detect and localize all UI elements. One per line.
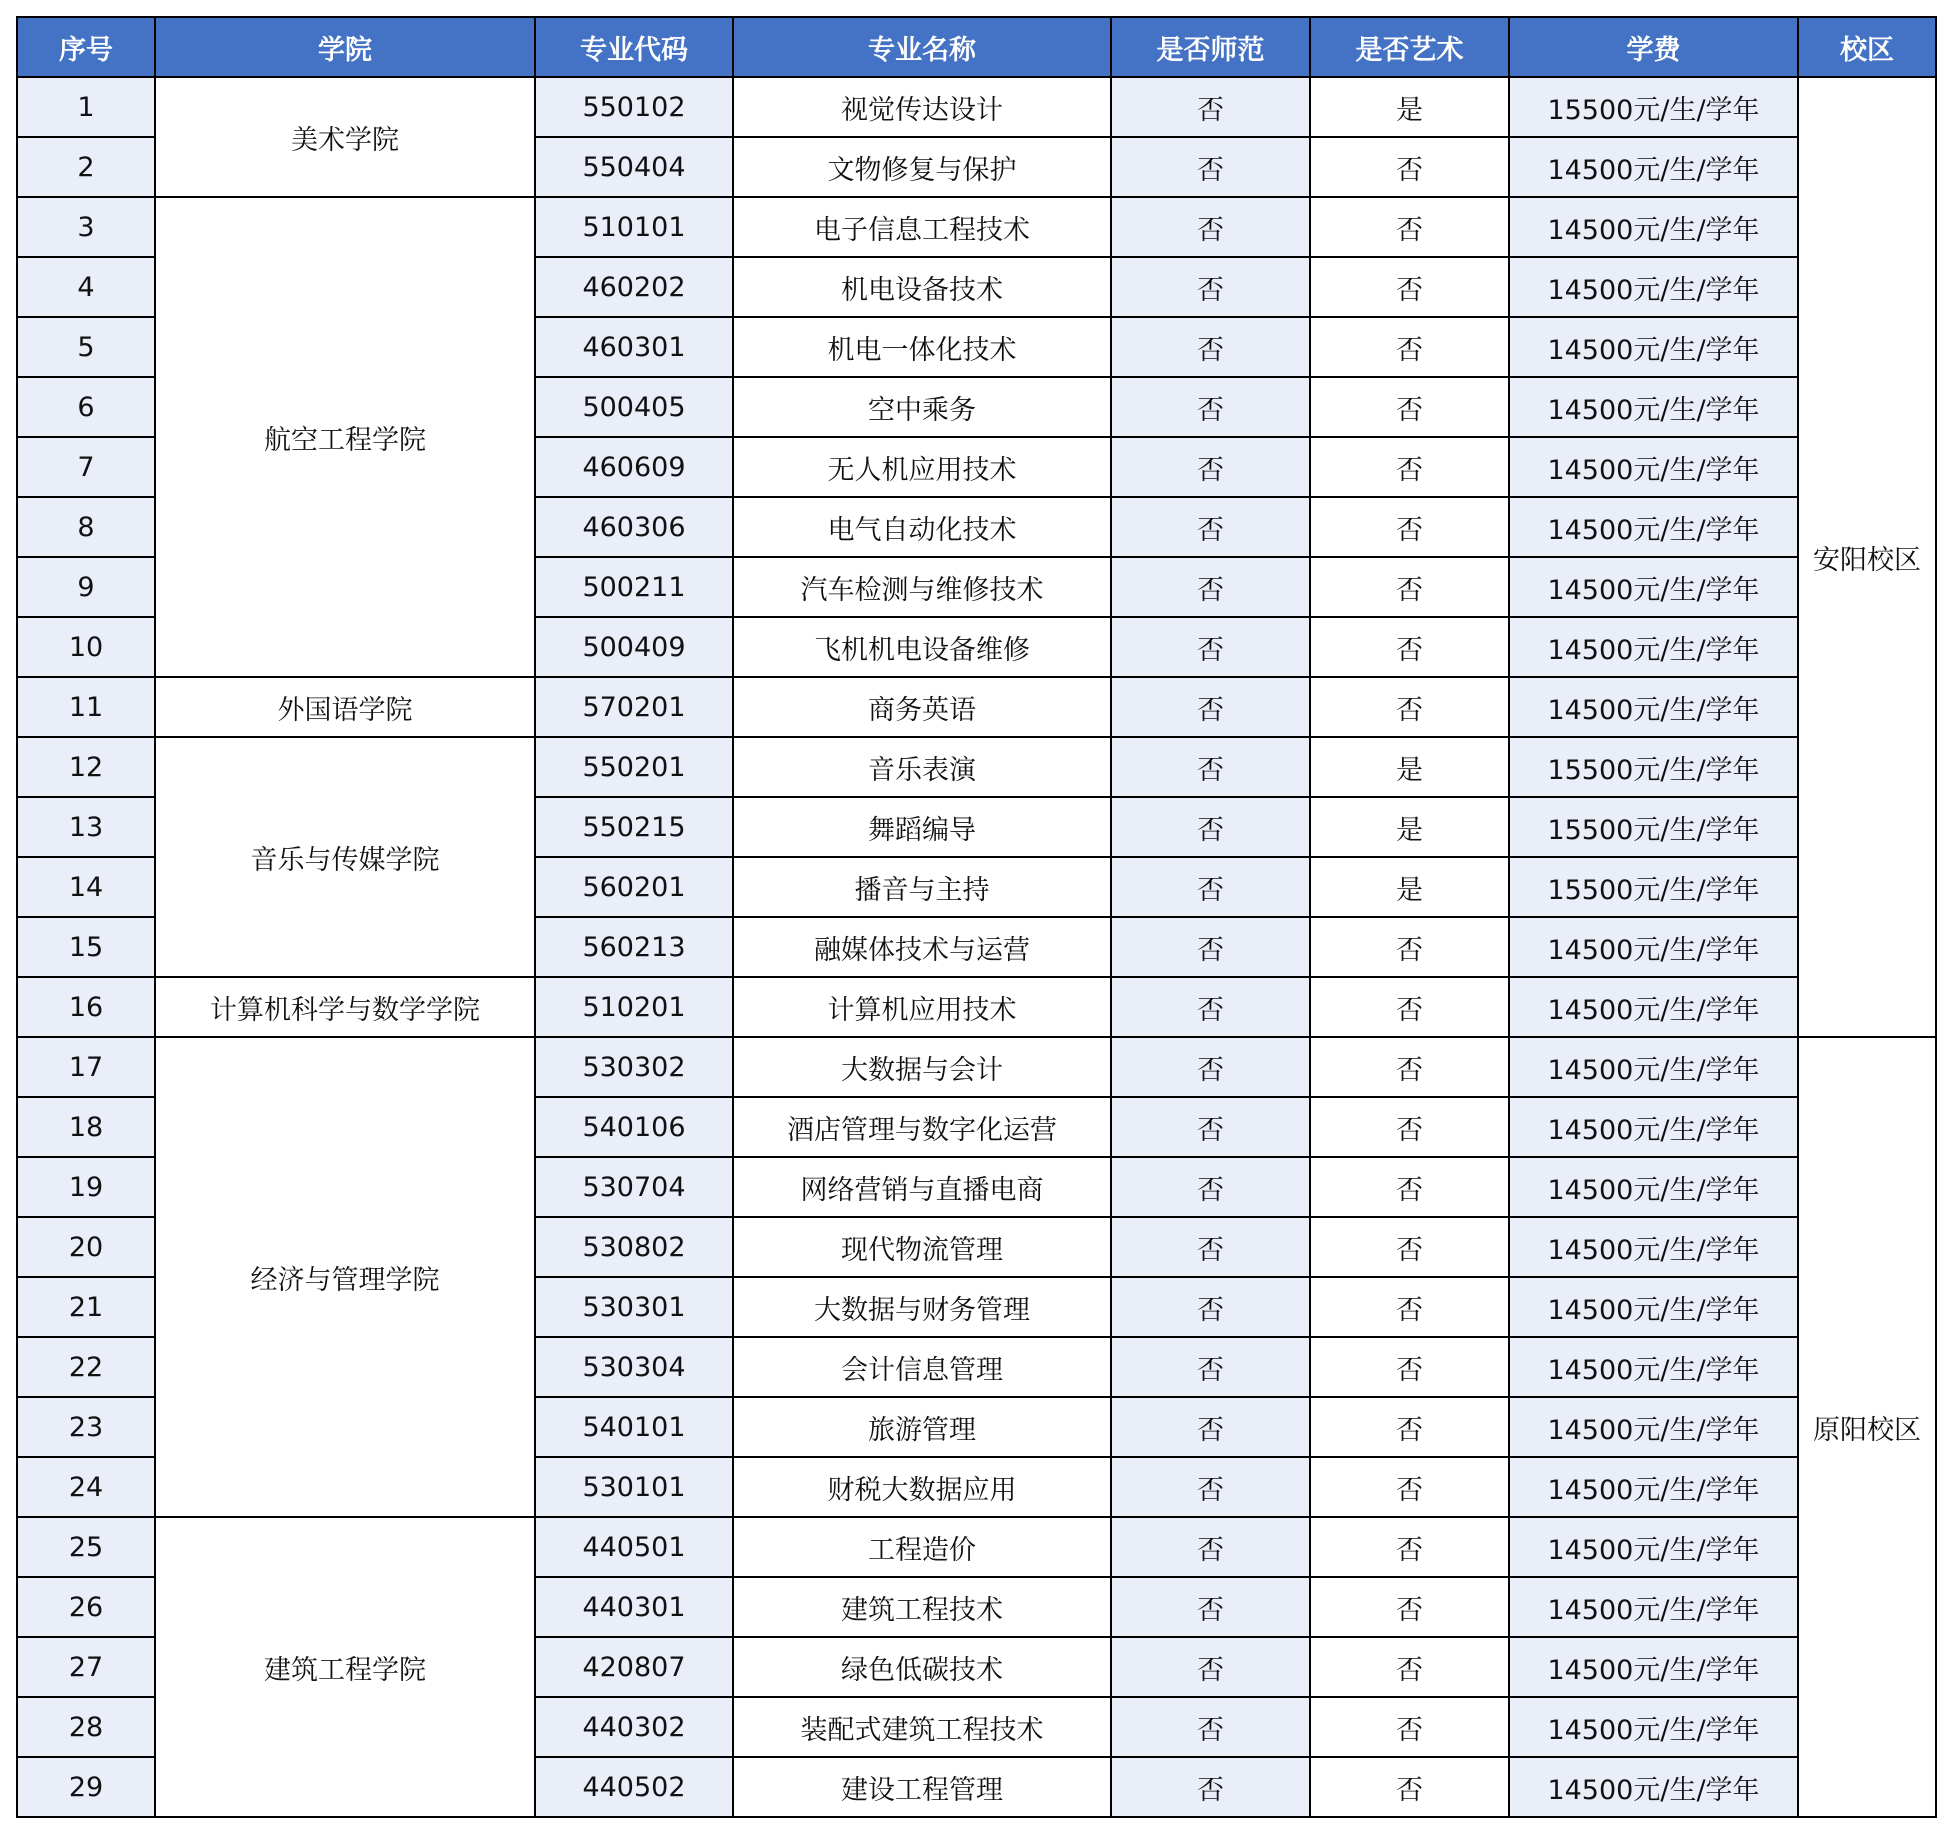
college-cell: 建筑工程学院 [155,1517,535,1817]
row-index: 19 [17,1157,155,1217]
is-normal: 否 [1111,677,1310,737]
is-normal: 否 [1111,137,1310,197]
row-index: 4 [17,257,155,317]
major-code: 440301 [535,1577,733,1637]
is-art: 否 [1310,917,1509,977]
row-index: 6 [17,377,155,437]
tuition: 14500元/生/学年 [1509,1037,1798,1097]
major-code: 530301 [535,1277,733,1337]
is-art: 否 [1310,197,1509,257]
is-art: 否 [1310,317,1509,377]
major-name: 飞机机电设备维修 [733,617,1111,677]
is-normal: 否 [1111,617,1310,677]
campus-cell: 原阳校区 [1798,1037,1936,1817]
tuition: 14500元/生/学年 [1509,557,1798,617]
major-name: 文物修复与保护 [733,137,1111,197]
major-code: 540106 [535,1097,733,1157]
major-code: 500405 [535,377,733,437]
major-name: 财税大数据应用 [733,1457,1111,1517]
is-normal: 否 [1111,737,1310,797]
is-normal: 否 [1111,1637,1310,1697]
row-index: 7 [17,437,155,497]
is-art: 否 [1310,677,1509,737]
major-name: 电气自动化技术 [733,497,1111,557]
major-tuition-table [16,16,1937,1818]
major-name: 空中乘务 [733,377,1111,437]
row-index: 5 [17,317,155,377]
is-normal: 否 [1111,557,1310,617]
is-normal: 否 [1111,1277,1310,1337]
major-name: 舞蹈编导 [733,797,1111,857]
tuition: 14500元/生/学年 [1509,377,1798,437]
row-index: 12 [17,737,155,797]
row-index: 10 [17,617,155,677]
is-normal: 否 [1111,1577,1310,1637]
is-normal: 否 [1111,1457,1310,1517]
row-index: 3 [17,197,155,257]
major-name: 融媒体技术与运营 [733,917,1111,977]
tuition: 14500元/生/学年 [1509,1757,1798,1817]
major-code: 500409 [535,617,733,677]
major-code: 550102 [535,77,733,137]
tuition: 14500元/生/学年 [1509,1457,1798,1517]
is-art: 否 [1310,1277,1509,1337]
college-cell: 计算机科学与数学学院 [155,977,535,1037]
is-normal: 否 [1111,1157,1310,1217]
tuition: 14500元/生/学年 [1509,197,1798,257]
major-name: 大数据与财务管理 [733,1277,1111,1337]
is-normal: 否 [1111,377,1310,437]
tuition: 14500元/生/学年 [1509,1337,1798,1397]
is-art: 否 [1310,1217,1509,1277]
major-code: 460301 [535,317,733,377]
major-code: 570201 [535,677,733,737]
tuition: 14500元/生/学年 [1509,677,1798,737]
tuition: 15500元/生/学年 [1509,737,1798,797]
major-code: 440501 [535,1517,733,1577]
is-normal: 否 [1111,1757,1310,1817]
row-index: 9 [17,557,155,617]
tuition: 14500元/生/学年 [1509,977,1798,1037]
major-name: 工程造价 [733,1517,1111,1577]
major-code: 460202 [535,257,733,317]
header-is-art: 是否艺术 [1310,17,1509,77]
major-name: 网络营销与直播电商 [733,1157,1111,1217]
is-art: 否 [1310,1697,1509,1757]
row-index: 28 [17,1697,155,1757]
tuition: 14500元/生/学年 [1509,1637,1798,1697]
major-code: 440502 [535,1757,733,1817]
table-row [17,977,1936,1037]
is-normal: 否 [1111,1337,1310,1397]
is-normal: 否 [1111,437,1310,497]
major-name: 旅游管理 [733,1397,1111,1457]
is-art: 否 [1310,1157,1509,1217]
major-name: 商务英语 [733,677,1111,737]
tuition: 14500元/生/学年 [1509,1157,1798,1217]
is-art: 否 [1310,257,1509,317]
row-index: 13 [17,797,155,857]
row-index: 15 [17,917,155,977]
tuition: 14500元/生/学年 [1509,1517,1798,1577]
is-art: 否 [1310,1757,1509,1817]
is-normal: 否 [1111,257,1310,317]
is-normal: 否 [1111,797,1310,857]
is-normal: 否 [1111,497,1310,557]
major-code: 560213 [535,917,733,977]
is-art: 否 [1310,1637,1509,1697]
tuition: 14500元/生/学年 [1509,257,1798,317]
major-code: 530802 [535,1217,733,1277]
major-code: 510201 [535,977,733,1037]
major-code: 530704 [535,1157,733,1217]
tuition: 14500元/生/学年 [1509,917,1798,977]
is-art: 是 [1310,857,1509,917]
college-cell: 外国语学院 [155,677,535,737]
major-name: 装配式建筑工程技术 [733,1697,1111,1757]
major-name: 建筑工程技术 [733,1577,1111,1637]
tuition: 15500元/生/学年 [1509,77,1798,137]
row-index: 8 [17,497,155,557]
row-index: 11 [17,677,155,737]
is-normal: 否 [1111,1697,1310,1757]
major-code: 550215 [535,797,733,857]
is-art: 否 [1310,137,1509,197]
tuition: 14500元/生/学年 [1509,1397,1798,1457]
tuition: 14500元/生/学年 [1509,1217,1798,1277]
major-code: 530101 [535,1457,733,1517]
table-row [17,1037,1936,1097]
is-art: 否 [1310,617,1509,677]
row-index: 27 [17,1637,155,1697]
is-art: 否 [1310,1097,1509,1157]
header-tuition: 学费 [1509,17,1798,77]
is-art: 否 [1310,1337,1509,1397]
table-header-row [17,17,1936,77]
tuition: 14500元/生/学年 [1509,1697,1798,1757]
college-cell: 经济与管理学院 [155,1037,535,1517]
college-cell: 音乐与传媒学院 [155,737,535,977]
is-art: 是 [1310,797,1509,857]
is-art: 否 [1310,1577,1509,1637]
major-code: 550201 [535,737,733,797]
row-index: 2 [17,137,155,197]
is-normal: 否 [1111,917,1310,977]
row-index: 21 [17,1277,155,1337]
tuition: 14500元/生/学年 [1509,1097,1798,1157]
is-art: 是 [1310,737,1509,797]
college-cell: 美术学院 [155,77,535,197]
campus-cell: 安阳校区 [1798,77,1936,1037]
major-name: 机电一体化技术 [733,317,1111,377]
row-index: 18 [17,1097,155,1157]
major-code: 510101 [535,197,733,257]
header-campus: 校区 [1798,17,1936,77]
major-name: 现代物流管理 [733,1217,1111,1277]
major-name: 电子信息工程技术 [733,197,1111,257]
major-name: 播音与主持 [733,857,1111,917]
row-index: 25 [17,1517,155,1577]
major-name: 大数据与会计 [733,1037,1111,1097]
major-name: 建设工程管理 [733,1757,1111,1817]
is-normal: 否 [1111,857,1310,917]
header-major-name: 专业名称 [733,17,1111,77]
is-art: 是 [1310,77,1509,137]
table-row [17,77,1936,137]
tuition: 14500元/生/学年 [1509,317,1798,377]
header-college: 学院 [155,17,535,77]
header-index: 序号 [17,17,155,77]
is-normal: 否 [1111,1517,1310,1577]
row-index: 24 [17,1457,155,1517]
major-code: 560201 [535,857,733,917]
is-normal: 否 [1111,77,1310,137]
tuition: 14500元/生/学年 [1509,497,1798,557]
major-name: 视觉传达设计 [733,77,1111,137]
major-code: 460609 [535,437,733,497]
tuition: 14500元/生/学年 [1509,1577,1798,1637]
major-code: 500211 [535,557,733,617]
major-name: 会计信息管理 [733,1337,1111,1397]
tuition: 15500元/生/学年 [1509,857,1798,917]
major-name: 音乐表演 [733,737,1111,797]
college-cell: 航空工程学院 [155,197,535,677]
tuition: 14500元/生/学年 [1509,617,1798,677]
is-art: 否 [1310,1397,1509,1457]
major-name: 机电设备技术 [733,257,1111,317]
row-index: 17 [17,1037,155,1097]
is-art: 否 [1310,437,1509,497]
major-code: 530302 [535,1037,733,1097]
row-index: 26 [17,1577,155,1637]
table-row [17,1517,1936,1577]
major-name: 绿色低碳技术 [733,1637,1111,1697]
row-index: 23 [17,1397,155,1457]
is-normal: 否 [1111,197,1310,257]
is-normal: 否 [1111,1097,1310,1157]
major-name: 汽车检测与维修技术 [733,557,1111,617]
is-art: 否 [1310,557,1509,617]
tuition: 14500元/生/学年 [1509,437,1798,497]
table-row [17,677,1936,737]
tuition: 15500元/生/学年 [1509,797,1798,857]
is-normal: 否 [1111,1037,1310,1097]
row-index: 29 [17,1757,155,1817]
major-code: 530304 [535,1337,733,1397]
table-row [17,737,1936,797]
row-index: 22 [17,1337,155,1397]
row-index: 16 [17,977,155,1037]
row-index: 14 [17,857,155,917]
major-code: 550404 [535,137,733,197]
tuition: 14500元/生/学年 [1509,1277,1798,1337]
is-art: 否 [1310,497,1509,557]
is-art: 否 [1310,977,1509,1037]
row-index: 1 [17,77,155,137]
is-normal: 否 [1111,977,1310,1037]
table-body [17,77,1936,1817]
is-art: 否 [1310,1037,1509,1097]
is-normal: 否 [1111,1217,1310,1277]
major-name: 计算机应用技术 [733,977,1111,1037]
major-code: 420807 [535,1637,733,1697]
tuition: 14500元/生/学年 [1509,137,1798,197]
is-normal: 否 [1111,1397,1310,1457]
major-code: 440302 [535,1697,733,1757]
is-art: 否 [1310,1517,1509,1577]
is-art: 否 [1310,377,1509,437]
is-normal: 否 [1111,317,1310,377]
header-major-code: 专业代码 [535,17,733,77]
row-index: 20 [17,1217,155,1277]
major-name: 酒店管理与数字化运营 [733,1097,1111,1157]
major-name: 无人机应用技术 [733,437,1111,497]
major-code: 460306 [535,497,733,557]
major-code: 540101 [535,1397,733,1457]
is-art: 否 [1310,1457,1509,1517]
header-is-normal: 是否师范 [1111,17,1310,77]
table-row [17,197,1936,257]
